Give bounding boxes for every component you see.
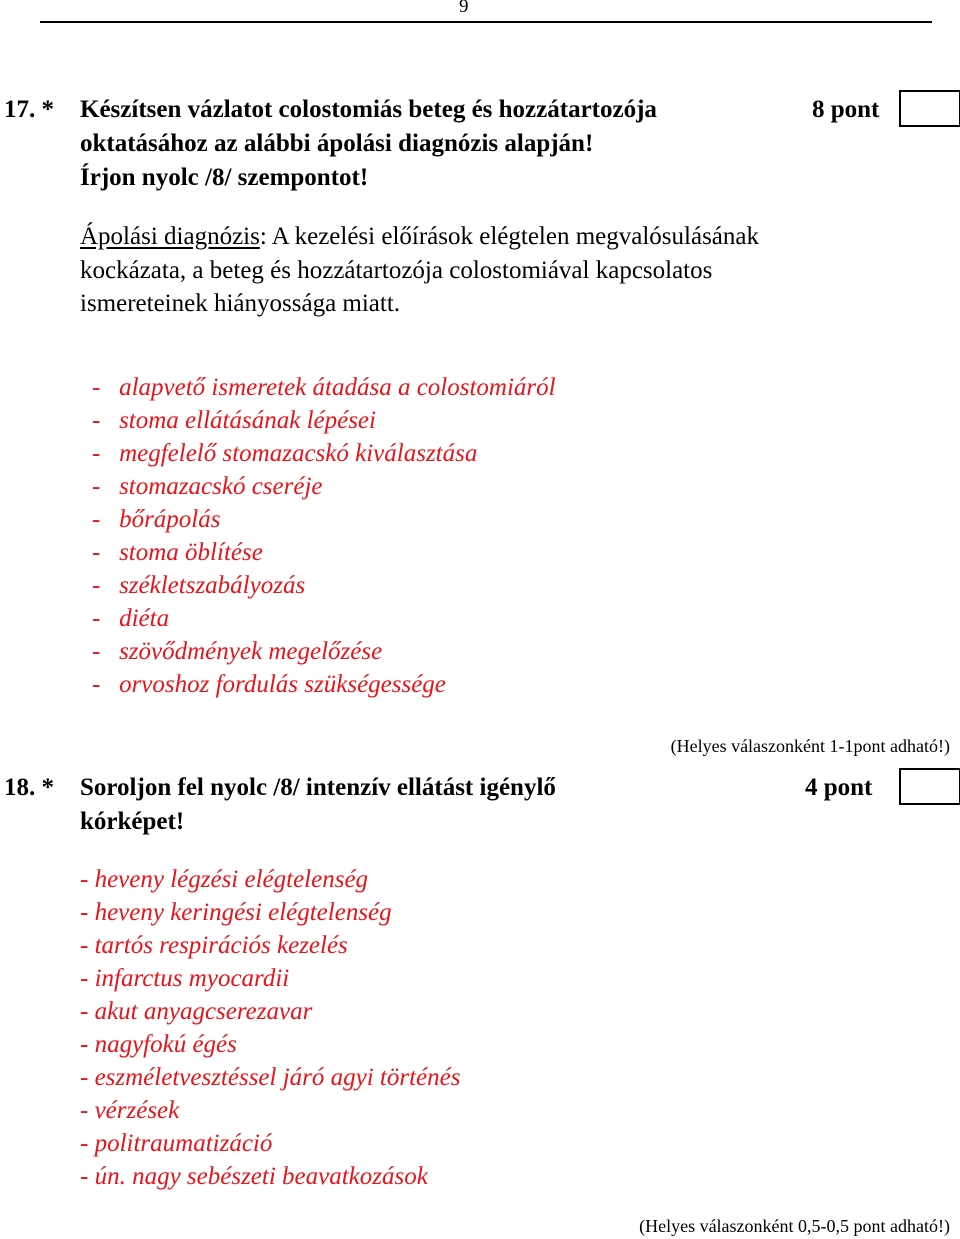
q18-answer: - tartós respirációs kezelés (80, 932, 348, 959)
q18-score-box[interactable] (899, 768, 960, 805)
q17-answer: - bőrápolás (92, 506, 221, 533)
q17-answer: - stoma ellátásának lépései (92, 407, 376, 434)
page-number: 9 (459, 0, 469, 17)
q18-answer: - ún. nagy sebészeti beavatkozások (80, 1163, 428, 1190)
q17-answer: - stoma öblítése (92, 539, 263, 566)
q17-scoring-note: (Helyes válaszonként 1-1pont adható!) (670, 736, 950, 756)
q17-answer: - székletszabályozás (92, 572, 306, 599)
q17-line-3: Írjon nyolc /8/ szempontot! (80, 164, 369, 191)
q17-diagnosis-line-3: ismereteinek hiányossága miatt. (80, 290, 401, 317)
q17-answer: - szövődmények megelőzése (92, 638, 383, 665)
q18-answer: - akut anyagcserezavar (80, 998, 313, 1025)
q17-answer: - megfelelő stomazacskó kiválasztása (92, 440, 478, 467)
q18-answer: - eszméletvesztéssel járó agyi történés (80, 1064, 461, 1091)
q18-line-2: kórképet! (80, 808, 185, 835)
q18-answer: - heveny keringési elégtelenség (80, 899, 392, 926)
q17-line-1: Készítsen vázlatot colostomiás beteg és hozzátartozója (80, 96, 657, 123)
q18-answer-list (80, 863, 460, 1193)
q18-answer: - nagyfokú égés (80, 1031, 237, 1058)
q18-answer: - infarctus myocardii (80, 965, 290, 992)
q17-diagnosis-text-1: A kezelési előírások elégtelen megvalósulásának (266, 223, 759, 250)
q18-scoring-note: (Helyes válaszonként 0,5-0,5 pont adható!) (639, 1216, 950, 1236)
q17-score-box[interactable] (899, 90, 960, 127)
q18-answer: - heveny légzési elégtelenség (80, 866, 369, 893)
q18-points: 4 pont (805, 774, 873, 801)
q17-number: 17. * (4, 96, 54, 123)
q17-answer: - alapvető ismeretek átadása a colostomiáról (92, 374, 556, 401)
q17-answer: - diéta (92, 605, 170, 632)
q17-diagnosis-line-2: kockázata, a beteg és hozzátartozója colostomiával kapcsolatos (80, 257, 713, 284)
q17-answer-list (92, 371, 556, 701)
q17-diagnosis-label: Ápolási diagnózis (80, 223, 260, 250)
q17-answer: - stomazacskó cseréje (92, 473, 323, 500)
q17-diagnosis-colon: : (259, 223, 267, 250)
q17-diagnosis-line-1 (80, 220, 759, 254)
q18-answer: - vérzések (80, 1097, 180, 1124)
q17-line-2: oktatásához az alábbi ápolási diagnózis alapján! (80, 130, 594, 157)
q18-answer: - politraumatizáció (80, 1130, 273, 1157)
q17-answer: - orvoshoz fordulás szükségessége (92, 671, 446, 698)
q18-line-1: Soroljon fel nyolc /8/ intenzív ellátást igénylő (80, 774, 556, 801)
header-rule (40, 21, 932, 23)
q18-number: 18. * (4, 774, 54, 801)
q17-points: 8 pont (812, 96, 880, 123)
